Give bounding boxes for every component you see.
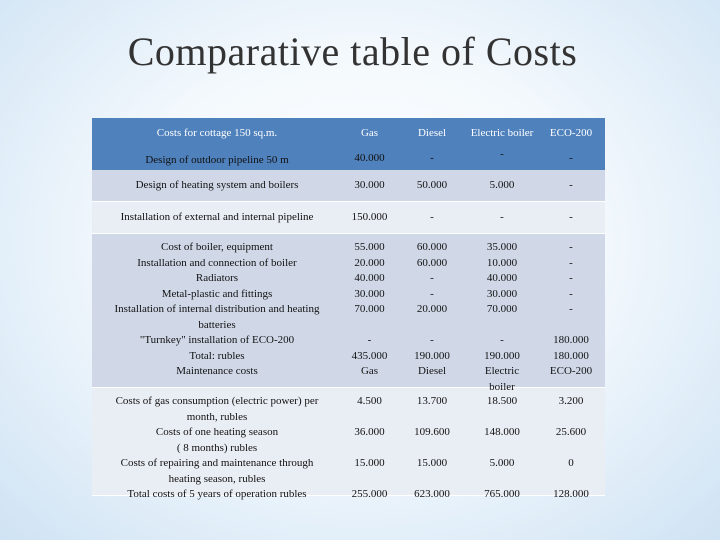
cell-value: 70.000 [354, 303, 385, 315]
cell-value: 109.600 [414, 426, 450, 438]
header-col-diesel: Diesel [417, 127, 447, 139]
cell-electric [467, 388, 537, 500]
cell-value: 40.000 [354, 272, 385, 284]
cell-value: 60.000 [416, 256, 448, 269]
cell-value: ECO-200 [549, 365, 593, 377]
cell-value [537, 441, 605, 457]
cell-value: 36.000 [354, 426, 385, 438]
cell-value [537, 410, 605, 426]
cell-value: - [569, 256, 573, 269]
cell-diesel [397, 388, 467, 500]
cost-table [92, 118, 605, 500]
cell-value: 20.000 [354, 256, 385, 269]
row-label-line: Costs of one heating season [155, 426, 279, 438]
row-label-line: Cost of boiler, equipment [161, 241, 273, 253]
cell-value [537, 472, 605, 488]
cell-value: 5.000 [489, 457, 515, 469]
cell-value: - [430, 334, 434, 346]
row-label-line: "Turnkey" installation of ECO-200 [139, 334, 295, 346]
cell-value: 255.000 [351, 488, 388, 500]
cell-value: 25.600 [555, 426, 587, 438]
row-label-line: Maintenance costs [176, 365, 258, 377]
header-label-cell [92, 118, 342, 170]
cell-eco [537, 234, 605, 387]
cell-diesel [397, 170, 467, 201]
row-label-line: Radiators [195, 272, 239, 284]
row-label-line: Metal-plastic and fittings [161, 287, 273, 300]
subval-electric: - [500, 148, 504, 160]
subval-eco: - [569, 152, 573, 164]
cell-value: 35.000 [486, 241, 518, 253]
subval-diesel: - [430, 152, 434, 164]
table-row [92, 170, 605, 202]
cell-eco [537, 170, 605, 201]
cell-value [342, 472, 397, 488]
cell-value [342, 318, 397, 334]
cell-value: 50.000 [416, 179, 448, 191]
cell-value [467, 441, 537, 457]
page-title: Comparative table of Costs [127, 29, 578, 74]
table-body [92, 170, 605, 500]
cell-value [397, 410, 467, 426]
cell-value: 190.000 [484, 349, 520, 362]
cell-value: 128.000 [553, 488, 589, 500]
cell-value [537, 318, 605, 334]
cell-value [467, 318, 537, 334]
cell-value: 10.000 [486, 256, 518, 269]
table-row [92, 234, 605, 393]
cell-value: - [569, 272, 573, 284]
row-label [92, 170, 342, 201]
row-label [92, 388, 342, 500]
cell-value: 70.000 [486, 303, 518, 315]
cell-value: 5.000 [489, 179, 515, 191]
cell-value: 15.000 [354, 457, 385, 469]
cell-value: - [430, 211, 434, 223]
cell-value: 765.000 [484, 488, 520, 500]
cell-value: 40.000 [486, 272, 518, 284]
cell-value [397, 441, 467, 457]
cell-value: 4.500 [357, 395, 382, 407]
cell-value: 30.000 [354, 287, 385, 300]
row-label-line: Installation of external and internal pipeline [120, 211, 314, 223]
cell-value: 60.000 [416, 241, 448, 253]
subval-gas: 40.000 [354, 152, 385, 164]
table-row [92, 388, 605, 500]
cell-value: 623.000 [414, 488, 450, 500]
cell-value: - [569, 211, 573, 223]
row-label-line: month, rubles [186, 410, 248, 423]
cell-value [467, 410, 537, 426]
cell-value: - [430, 287, 434, 300]
cell-value: - [569, 287, 573, 300]
cell-value [342, 441, 397, 457]
cell-value: - [367, 334, 372, 346]
cell-diesel [397, 202, 467, 233]
cell-eco [537, 388, 605, 500]
cell-value: 13.700 [416, 395, 448, 407]
cell-value: 0 [568, 457, 574, 469]
header-col-eco: ECO-200 [549, 127, 593, 139]
cell-value: 148.000 [484, 426, 520, 438]
cell-value: - [569, 179, 573, 191]
cell-gas [342, 202, 397, 233]
cell-value [397, 318, 467, 334]
cell-value [397, 472, 467, 488]
row-label-line: Costs of gas consumption (electric power) per [115, 395, 319, 407]
row-label [92, 234, 342, 387]
row-label-line: Installation of internal distribution and heating [114, 303, 320, 315]
cell-electric [467, 202, 537, 233]
cell-gas [342, 234, 397, 387]
row-label-line: Design of heating system and boilers [135, 179, 299, 191]
row-label [92, 202, 342, 233]
cell-electric [467, 234, 537, 393]
header-sublabel: Design of outdoor pipeline 50 m [145, 154, 289, 166]
cell-diesel [397, 234, 467, 387]
cell-electric [467, 170, 537, 201]
row-label-line: Total: rubles [189, 349, 245, 362]
cell-value: Electric [484, 365, 520, 377]
cell-value: boiler [489, 380, 515, 393]
cell-gas [342, 388, 397, 500]
row-label-line: batteries [198, 318, 236, 331]
cell-value [342, 410, 397, 426]
cell-value: - [569, 241, 573, 253]
cell-value: 18.500 [486, 395, 518, 407]
cell-value: 30.000 [354, 179, 385, 191]
row-label-line: Costs of repairing and maintenance through [120, 457, 314, 469]
cell-value: 3.200 [558, 395, 584, 407]
row-label-line: Total costs of 5 years of operation rubles [127, 488, 307, 500]
header-label: Costs for cottage 150 sq.m. [156, 127, 278, 139]
cell-value: 55.000 [354, 241, 385, 253]
row-label-line: heating season, rubles [168, 472, 266, 485]
table-row [92, 202, 605, 234]
cell-value: 20.000 [416, 303, 448, 315]
cell-value: - [569, 303, 573, 315]
cell-value: Diesel [417, 365, 447, 377]
header-col-electric: Electric boiler [470, 127, 534, 139]
cell-eco [537, 202, 605, 233]
header-col-gas: Gas [360, 127, 379, 139]
cell-value: Gas [360, 365, 379, 377]
cell-value: 190.000 [414, 349, 450, 362]
cell-gas [342, 170, 397, 201]
cell-value [467, 472, 537, 488]
cell-value: - [500, 211, 504, 223]
cell-value: 180.000 [553, 349, 589, 362]
cell-value: 150.000 [351, 211, 388, 223]
row-label-line: ( 8 months) rubles [176, 441, 258, 454]
cell-value: - [430, 272, 434, 284]
cell-value: - [500, 334, 504, 346]
row-label-line: Installation and connection of boiler [137, 256, 297, 269]
cell-value: 15.000 [416, 457, 448, 469]
cell-value: 435.000 [351, 349, 388, 362]
cell-value: 30.000 [486, 287, 518, 300]
cell-value: 180.000 [553, 334, 589, 346]
